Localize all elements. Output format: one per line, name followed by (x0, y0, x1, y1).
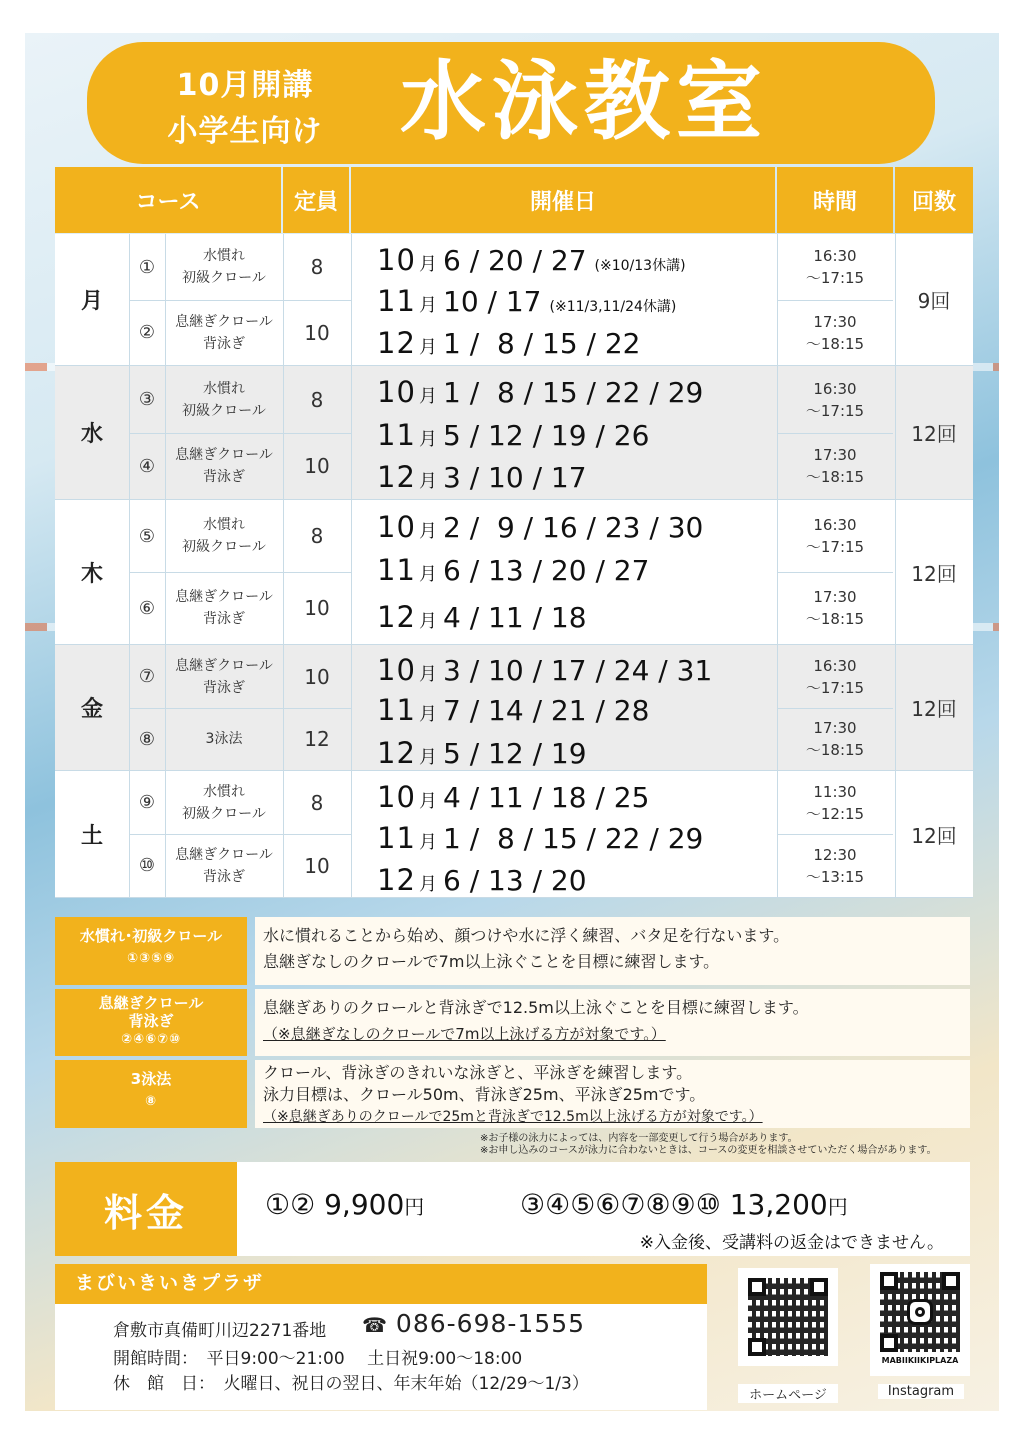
course-name: 息継ぎクロール 背泳ぎ (175, 589, 273, 627)
plaza-phone[interactable] (362, 1309, 585, 1338)
date-month: 11 (377, 693, 416, 727)
capacity-value: 12 (304, 727, 330, 751)
date-days: 1 / 8 / 15 / 22 / 29 (443, 822, 704, 855)
month-suffix: 月 (419, 429, 437, 450)
column-divider (351, 234, 352, 897)
column-divider (895, 234, 896, 897)
capacity-value: 10 (304, 853, 330, 878)
small-notes (480, 1133, 937, 1157)
description-courses: ⑧ (144, 1094, 157, 1109)
course-number: ③ (138, 389, 156, 410)
session-count: 12回 (911, 561, 957, 586)
description-line: 水に慣れることから始め、顔つけや水に浮く練習、バタ足を行ないます。 (263, 926, 790, 945)
instagram-handle: MABIIKIIKIPLAZA (881, 1356, 959, 1365)
column-divider (129, 234, 130, 897)
fee-item-basic (265, 1188, 424, 1221)
course-number: ② (138, 322, 156, 343)
time-range: 16:30 〜17:15 (805, 516, 865, 556)
page-title: 水泳教室 (400, 52, 768, 152)
fee-currency: 円 (827, 1195, 848, 1219)
time-range: 12:30 〜13:15 (805, 845, 865, 886)
column-divider (777, 234, 778, 897)
date-days: 6 / 13 / 20 / 27 (443, 554, 650, 587)
capacity-value: 10 (304, 596, 330, 620)
day-divider (55, 897, 973, 898)
session-count: 12回 (911, 697, 957, 721)
date-month: 10 (377, 510, 416, 544)
column-divider (165, 234, 166, 897)
day-label: 土 (80, 823, 103, 849)
time-range: 17:30 〜18:15 (805, 446, 865, 486)
qr-finder (748, 1338, 766, 1356)
capacity-value: 10 (304, 320, 330, 345)
date-line (377, 372, 767, 412)
month-suffix: 月 (419, 747, 437, 768)
date-month: 12 (377, 863, 416, 897)
homepage-qr-code[interactable] (738, 1268, 838, 1366)
plaza-hours: 開館時間： 平日9:00〜21:00 土日祝9:00〜18:00 (113, 1349, 523, 1369)
date-line (377, 650, 767, 690)
date-line (377, 323, 767, 363)
closure-note: (※10/13休講) (594, 258, 686, 274)
qr-finder (880, 1272, 898, 1290)
fee-currency: 円 (404, 1195, 425, 1219)
description-note: （※息継ぎありのクロールで25mと背泳ぎで12.5m以上泳げる方が対象です。） (263, 1109, 763, 1125)
month-suffix: 月 (419, 704, 437, 725)
date-month: 10 (377, 243, 416, 277)
fee-price: 9,900 (324, 1188, 405, 1221)
day-label: 金 (80, 697, 103, 722)
description-row-3 (55, 1060, 970, 1128)
fee-section (55, 1162, 970, 1256)
day-label: 木 (80, 561, 103, 587)
capacity-value: 8 (310, 790, 324, 815)
capacity-value: 8 (310, 387, 324, 412)
date-month: 10 (377, 653, 416, 687)
date-days: 3 / 10 / 17 / 24 / 31 (443, 654, 713, 687)
date-month: 12 (377, 326, 416, 360)
date-days: 2 / 9 / 16 / 23 / 30 (443, 511, 704, 544)
month-suffix: 月 (419, 521, 437, 542)
month-suffix: 月 (419, 254, 437, 275)
plaza-name: まびいきいきプラザ (75, 1272, 265, 1294)
phone-icon: ☎ (362, 1313, 388, 1337)
course-name: 水慣れ 初級クロール (182, 248, 266, 286)
date-line (377, 415, 767, 455)
description-label (55, 989, 247, 1056)
fee-courses: ③④⑤⑥⑦⑧⑨⑩ (520, 1188, 721, 1221)
qr-finder (942, 1272, 960, 1290)
description-body (255, 917, 970, 985)
course-name: 息継ぎクロール 背泳ぎ (175, 313, 273, 352)
fee-note: ※入金後、受講料の返金はできません。 (639, 1233, 944, 1253)
date-line (377, 240, 767, 280)
date-days: 3 / 10 / 17 (443, 461, 587, 494)
capacity-value: 8 (310, 524, 324, 548)
date-line (377, 597, 767, 637)
date-month: 10 (377, 375, 416, 409)
header-dates: 開催日 (351, 167, 775, 233)
description-label (55, 917, 247, 985)
course-name: 水慣れ 初級クロール (182, 517, 266, 555)
small-note-line: ※お申し込みのコースが泳力に合わないときは、コースの変更を相談させていただく場合があります。 (480, 1145, 937, 1156)
plaza-closed-days: 休 館 日： 火曜日、祝日の翌日、年末年始（12/29〜1/3） (113, 1374, 589, 1394)
time-range: 16:30 〜17:15 (805, 247, 865, 287)
description-line: クロール、背泳ぎのきれいな泳ぎと、平泳ぎを練習します。 (263, 1063, 693, 1082)
date-month: 12 (377, 460, 416, 494)
date-days: 6 / 13 / 20 (443, 864, 587, 897)
description-line: 泳力目標は、クロール50m、背泳ぎ25m、平泳ぎ25mです。 (263, 1085, 706, 1104)
homepage-label: ホームページ (738, 1384, 838, 1403)
date-line (377, 550, 767, 590)
date-month: 11 (377, 821, 416, 855)
description-row-1 (55, 917, 970, 985)
course-name: 息継ぎクロール 背泳ぎ (175, 657, 273, 696)
day-label: 月 (80, 289, 103, 314)
capacity-value: 10 (304, 454, 330, 478)
small-note-line: ※お子様の泳力によっては、内容を一部変更して行う場合があります。 (480, 1133, 798, 1144)
month-suffix: 月 (419, 874, 437, 895)
description-title: 息継ぎクロール 背泳ぎ (98, 994, 204, 1030)
course-name: 息継ぎクロール 背泳ぎ (175, 447, 273, 485)
fee-price: 13,200 (729, 1188, 828, 1221)
course-number: ① (138, 256, 156, 278)
description-courses: ②④⑥⑦⑩ (120, 1032, 182, 1047)
month-suffix: 月 (419, 564, 437, 585)
date-days: 10 / 17 (443, 285, 542, 318)
phone-number: 086-698-1555 (395, 1309, 586, 1338)
date-days: 1 / 8 / 15 / 22 (443, 327, 641, 360)
instagram-icon (907, 1299, 933, 1325)
course-name: 3泳法 (205, 731, 243, 747)
qr-finder (880, 1334, 898, 1352)
course-name: 水慣れ 初級クロール (182, 783, 266, 822)
date-days: 4 / 11 / 18 (443, 601, 587, 634)
date-line (377, 690, 767, 730)
header-count: 回数 (895, 167, 973, 233)
month-suffix: 月 (419, 471, 437, 492)
course-number: ⑥ (138, 597, 156, 619)
date-days: 6 / 20 / 27 (443, 244, 587, 277)
instagram-qr-code[interactable] (870, 1264, 970, 1376)
date-line (377, 457, 767, 497)
date-month: 12 (377, 600, 416, 634)
date-line (377, 860, 767, 900)
description-label (55, 1060, 247, 1128)
time-range: 17:30 〜18:15 (805, 588, 865, 628)
header-capacity: 定員 (283, 167, 349, 233)
session-count: 12回 (911, 823, 957, 848)
description-note: （※息継ぎなしのクロールで7m以上泳げる方が対象です。） (263, 1025, 666, 1043)
capacity-value: 10 (304, 664, 330, 689)
fee-courses: ①② (265, 1188, 316, 1221)
title-open-month: 10月開講 (176, 68, 314, 103)
time-range: 17:30 〜18:15 (805, 312, 865, 353)
fee-item-standard (520, 1188, 848, 1221)
month-suffix: 月 (419, 295, 437, 316)
month-suffix: 月 (419, 832, 437, 853)
date-line (377, 818, 767, 858)
description-body (255, 989, 970, 1056)
month-suffix: 月 (419, 791, 437, 812)
time-range: 16:30 〜17:15 (805, 656, 865, 697)
course-number: ⑩ (138, 855, 156, 876)
instagram-label: Instagram (878, 1384, 964, 1399)
date-month: 11 (377, 418, 416, 452)
description-row-2 (55, 989, 970, 1056)
date-month: 10 (377, 780, 416, 814)
date-line (377, 507, 767, 547)
date-days: 4 / 11 / 18 / 25 (443, 781, 650, 814)
date-line (377, 777, 767, 817)
date-month: 12 (377, 736, 416, 770)
date-days: 1 / 8 / 15 / 22 / 29 (443, 376, 704, 409)
date-month: 11 (377, 553, 416, 587)
header-course: コース (55, 167, 281, 233)
month-suffix: 月 (419, 664, 437, 685)
course-number: ⑦ (138, 666, 156, 687)
date-month: 11 (377, 284, 416, 318)
date-line (377, 281, 767, 321)
course-name: 息継ぎクロール 背泳ぎ (175, 846, 273, 885)
description-courses: ①③⑤⑨ (126, 951, 176, 966)
course-name: 水慣れ 初級クロール (182, 380, 266, 419)
session-count: 12回 (911, 422, 957, 446)
time-range: 16:30 〜17:15 (805, 379, 865, 420)
month-suffix: 月 (419, 337, 437, 358)
column-divider (283, 234, 284, 897)
description-title: 水慣れ･初級クロール (79, 927, 223, 945)
course-number: ⑨ (138, 792, 156, 813)
qr-finder (748, 1278, 766, 1296)
date-days: 7 / 14 / 21 / 28 (443, 694, 650, 727)
time-range: 11:30 〜12:15 (805, 782, 865, 823)
qr-finder (810, 1278, 828, 1296)
month-suffix: 月 (419, 611, 437, 632)
plaza-address: 倉敷市真備町川辺2271番地 (113, 1321, 327, 1341)
session-count: 9回 (917, 289, 951, 313)
date-days: 5 / 12 / 19 / 26 (443, 419, 650, 452)
capacity-value: 8 (310, 255, 324, 279)
title-target: 小学生向け (167, 114, 323, 149)
month-suffix: 月 (419, 386, 437, 407)
time-range: 17:30 〜18:15 (805, 719, 865, 759)
date-line (377, 733, 767, 773)
day-label: 水 (80, 422, 103, 447)
header-time: 時間 (777, 167, 893, 233)
course-number: ④ (138, 455, 156, 477)
course-number: ⑧ (138, 728, 156, 750)
description-title: 3泳法 (130, 1070, 172, 1088)
date-days: 5 / 12 / 19 (443, 737, 587, 770)
description-line: 息継ぎなしのクロールで7m以上泳ぐことを目標に練習します。 (263, 952, 720, 971)
description-line: 息継ぎありのクロールと背泳ぎで12.5m以上泳ぐことを目標に練習します。 (263, 998, 809, 1017)
closure-note: (※11/3,11/24休講) (549, 299, 677, 315)
fee-label: 料金 (55, 1162, 237, 1256)
course-number: ⑤ (138, 525, 156, 547)
description-body (255, 1060, 970, 1128)
